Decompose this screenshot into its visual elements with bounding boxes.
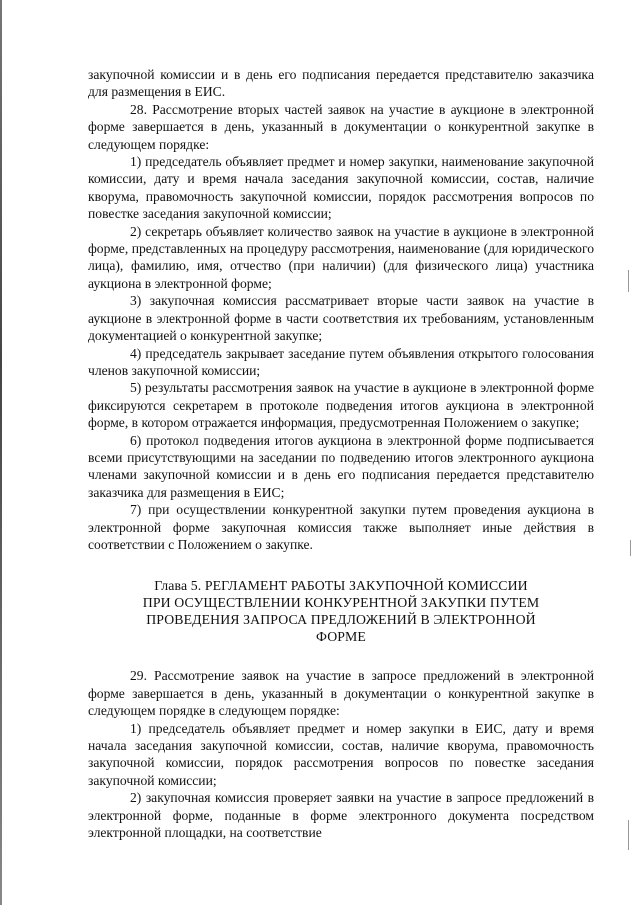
- chapter-heading-line: ПРИ ОСУЩЕСТВЛЕНИИ КОНКУРЕНТНОЙ ЗАКУПКИ ПУТЕМ: [142, 595, 540, 611]
- list-item: 6) протокол подведения итогов аукциона в электронной форме подписывается всеми присутствующими на заседании по подведению итогов электронного аукциона членами закупочной комиссии и в день его подписания передается представителю заказчика для размещения в ЕИС;: [88, 432, 594, 500]
- scan-margin-mark: [630, 540, 631, 556]
- list-item: 1) председатель объявляет предмет и номер закупки, наименование закупочной комиссии, дату и время начала заседания закупочной комиссии, состав, наличие кворума, правомочность закупочной комиссии, порядок рассмотрения вопросов по повестке заседания закупочной комиссии;: [88, 154, 594, 222]
- list-item: 3) закупочная комиссия рассматривает вторые части заявок на участие в аукционе в электронной форме в части соответствия их требованиям, установленным документацией о конкурентной закупке;: [88, 293, 594, 344]
- scan-left-edge: [0, 0, 2, 905]
- document-page: [88, 66, 594, 841]
- list-item: 2) секретарь объявляет количество заявок на участие в аукционе в электронной форме, представленных на процедуру рассмотрения, наименование (для юридического лица), фамилию, имя, отчество (при наличии) (для физического лица) участника аукциона в электронной форме;: [88, 223, 594, 291]
- list-item: 4) председатель закрывает заседание путем объявления открытого голосования членов закупочной комиссии;: [88, 345, 594, 378]
- chapter-heading-line: ПРОВЕДЕНИЯ ЗАПРОСА ПРЕДЛОЖЕНИЙ В ЭЛЕКТРОННОЙ: [146, 612, 536, 628]
- scan-margin-mark: [628, 270, 629, 292]
- chapter-heading-line: Глава 5. РЕГЛАМЕНТ РАБОТЫ ЗАКУПОЧНОЙ КОМИССИИ: [154, 578, 528, 594]
- clause-28: 28. Рассмотрение вторых частей заявок на участие в аукционе в электронной форме завершается в день, указанный в документации о конкурентной закупке в следующем порядке:: [88, 101, 594, 152]
- chapter-heading-line: ФОРМЕ: [316, 629, 366, 645]
- chapter-heading: [88, 577, 594, 645]
- list-item: 2) закупочная комиссия проверяет заявки на участие в запросе предложений в электронной форме, поданные в форме электронного документа посредством электронной площадки, на соответствие: [88, 790, 594, 841]
- list-item: 7) при осуществлении конкурентной закупки путем проведения аукциона в электронной форме закупочная комиссия также выполняет иные действия в соответствии с Положением о закупке.: [88, 502, 594, 552]
- clause-29: 29. Рассмотрение заявок на участие в запросе предложений в электронной форме завершается в день, указанный в документации о конкурентной закупке в следующем порядке в следующем порядке:: [88, 668, 594, 719]
- scan-margin-mark: [628, 820, 629, 850]
- paragraph-continuation: закупочной комиссии и в день его подписания передается представителю заказчика для размещения в ЕИС.: [88, 67, 594, 100]
- list-item: 1) председатель объявляет предмет и номер закупки в ЕИС, дату и время начала заседания закупочной комиссии, состав, наличие кворума, правомочность закупочной комиссии, порядок рассмотрения вопросов по повестке заседания закупочной комиссии;: [88, 720, 594, 788]
- list-item: 5) результаты рассмотрения заявок на участие в аукционе в электронной форме фиксируются секретарем в протоколе подведения итогов аукциона в электронной форме, в котором отражается информация, предусмотренная Положением о закупке;: [88, 380, 594, 431]
